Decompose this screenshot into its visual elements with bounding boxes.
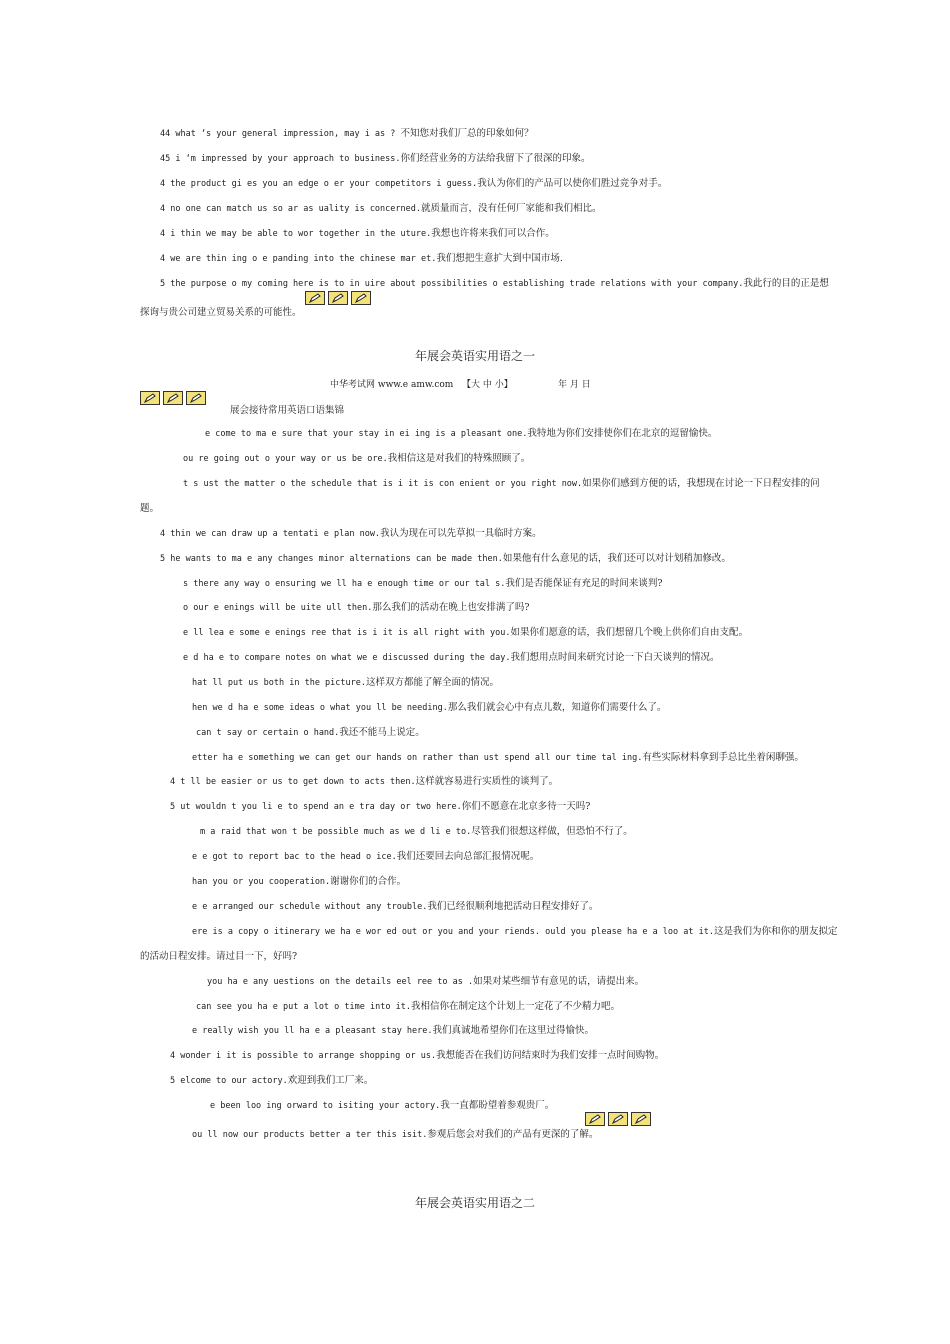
text-line: etter ha e something we can get our hands on rather than ust spend all our time tal ing.有些实际材料拿到手总比坐着闲聊强。 — [192, 752, 804, 763]
text-line: 4 the product gi es you an edge o er your competitors i guess.我认为你们的产品可以使你们胜过竞争对手。 — [160, 178, 668, 189]
icon-group — [585, 1112, 651, 1126]
icon-group — [305, 291, 371, 305]
text-line: s there any way o ensuring we ll ha e enough time or our tal s.我们是否能保证有充足的时间来谈判? — [183, 578, 663, 589]
text-line: 的活动日程安排。请过目一下，好吗? — [140, 951, 298, 962]
text-line: ou ll now our products better a ter this isit.参观后您会对我们的产品有更深的了解。 — [192, 1129, 599, 1140]
pencil-icon[interactable] — [163, 391, 183, 405]
text-line: 45 i ‘m impressed by your approach to business.你们经营业务的方法给我留下了很深的印象。 — [160, 153, 591, 164]
text-line: e d ha e to compare notes on what we e discussed during the day.我们想用点时间来研究讨论一下白天谈判的情况。 — [183, 652, 720, 663]
text-line: 题。 — [140, 503, 160, 514]
pencil-icon[interactable] — [608, 1112, 628, 1126]
font-size-selector[interactable]: 【大 中 小】 — [462, 380, 513, 390]
text-line: ou re going out o your way or us be ore.我相信这是对我们的特殊照顾了。 — [183, 453, 531, 464]
pencil-icon[interactable] — [140, 391, 160, 405]
text-line: e e arranged our schedule without any trouble.我们已经很顺利地把活动日程安排好了。 — [192, 901, 599, 912]
pencil-icon[interactable] — [186, 391, 206, 405]
section-subtitle: 展会接待常用英语口语集锦 — [230, 405, 345, 416]
date-label: 年 月 日 — [558, 380, 591, 390]
text-line: 4 thin we can draw up a tentati e plan now.我认为现在可以先草拟一具临时方案。 — [160, 528, 542, 539]
icon-group — [140, 391, 206, 405]
text-line: 44 what ‘s your general impression, may i as ? 不知您对我们厂总的印象如何？ — [160, 128, 534, 139]
text-line: e e got to report bac to the head o ice.我们还要回去向总部汇报情况呢。 — [192, 851, 540, 862]
text-line: 4 no one can match us so ar as uality is concerned.就质量而言，没有任何厂家能和我们相比。 — [160, 203, 602, 214]
text-line: can see you ha e put a lot o time into it.我相信你在制定这个计划上一定花了不少精力吧。 — [196, 1001, 620, 1012]
text-line: t s ust the matter o the schedule that is i it is con enient or you right now.如果你们感到方便的话，我想现在讨论一下日程安排的问 — [183, 478, 820, 489]
text-line: 5 elcome to our actory.欢迎到我们工厂来。 — [170, 1075, 374, 1086]
text-line: 5 the purpose o my coming here is to in uire about possibilities o establishing trade relations with your company.我此行的目的正是想 — [160, 278, 829, 289]
text-line: 探询与贵公司建立贸易关系的可能性。 — [140, 307, 302, 318]
source-label: 中华考试网 www.e amw.com — [330, 380, 454, 390]
text-line: e really wish you ll ha e a pleasant stay here.我们真诚地希望你们在这里过得愉快。 — [192, 1025, 595, 1036]
text-line: e been loo ing orward to isiting your actory.我一直都盼望着参观贵厂。 — [210, 1100, 555, 1111]
section-heading: 年展会英语实用语之二 — [414, 1196, 535, 1210]
text-line: you ha e any uestions on the details eel ree to as .如果对某些细节有意见的话，请提出来。 — [207, 976, 645, 987]
text-line: 4 i thin we may be able to wor together in the uture.我想也许将来我们可以合作。 — [160, 228, 555, 239]
pencil-icon[interactable] — [585, 1112, 605, 1126]
text-line: 4 wonder i it is possible to arrange shopping or us.我想能否在我们访问结束时为我们安排一点时间购物。 — [170, 1050, 665, 1061]
text-line: 5 he wants to ma e any changes minor alternations can be made then.如果他有什么意见的话，我们还可以对计划稍加修改。 — [160, 553, 731, 564]
pencil-icon[interactable] — [351, 291, 371, 305]
pencil-icon[interactable] — [328, 291, 348, 305]
text-line: m a raid that won t be possible much as we d li e to.尽管我们很想这样做，但恐怕不行了。 — [200, 826, 633, 837]
text-line: ere is a copy o itinerary we ha e wor ed out or you and your riends. ould you please ha e a loo at it.这是我们为你和你的朋友拟定 — [192, 926, 838, 937]
text-line: 5 ut wouldn t you li e to spend an e tra day or two here.你们不愿意在北京多待一天吗? — [170, 801, 591, 812]
text-line: hen we d ha e some ideas o what you ll be needing.那么我们就会心中有点儿数，知道你们需要什么了。 — [192, 702, 667, 713]
text-line: hat ll put us both in the picture.这样双方都能了解全面的情况。 — [192, 677, 500, 688]
text-line: e ll lea e some e enings ree that is i it is all right with you.如果你们愿意的话，我们想留几个晚上供你们自由支配。 — [183, 627, 749, 638]
pencil-icon[interactable] — [305, 291, 325, 305]
text-line: 4 we are thin ing o e panding into the chinese mar et.我们想把生意扩大到中国市场. — [160, 253, 563, 264]
text-line: o our e enings will be uite ull then.那么我们的活动在晚上也安排满了吗? — [183, 602, 530, 613]
text-line: e come to ma e sure that your stay in ei ing is a pleasant one.我特地为你们安排使你们在北京的逗留愉快。 — [205, 428, 718, 439]
section-heading: 年展会英语实用语之一 — [414, 349, 535, 363]
pencil-icon[interactable] — [631, 1112, 651, 1126]
text-line: han you or you cooperation.谢谢你们的合作。 — [192, 876, 407, 887]
text-line: can t say or certain o hand.我还不能马上说定。 — [196, 727, 425, 738]
text-line: 4 t ll be easier or us to get down to acts then.这样就容易进行实质性的谈判了。 — [170, 776, 559, 787]
